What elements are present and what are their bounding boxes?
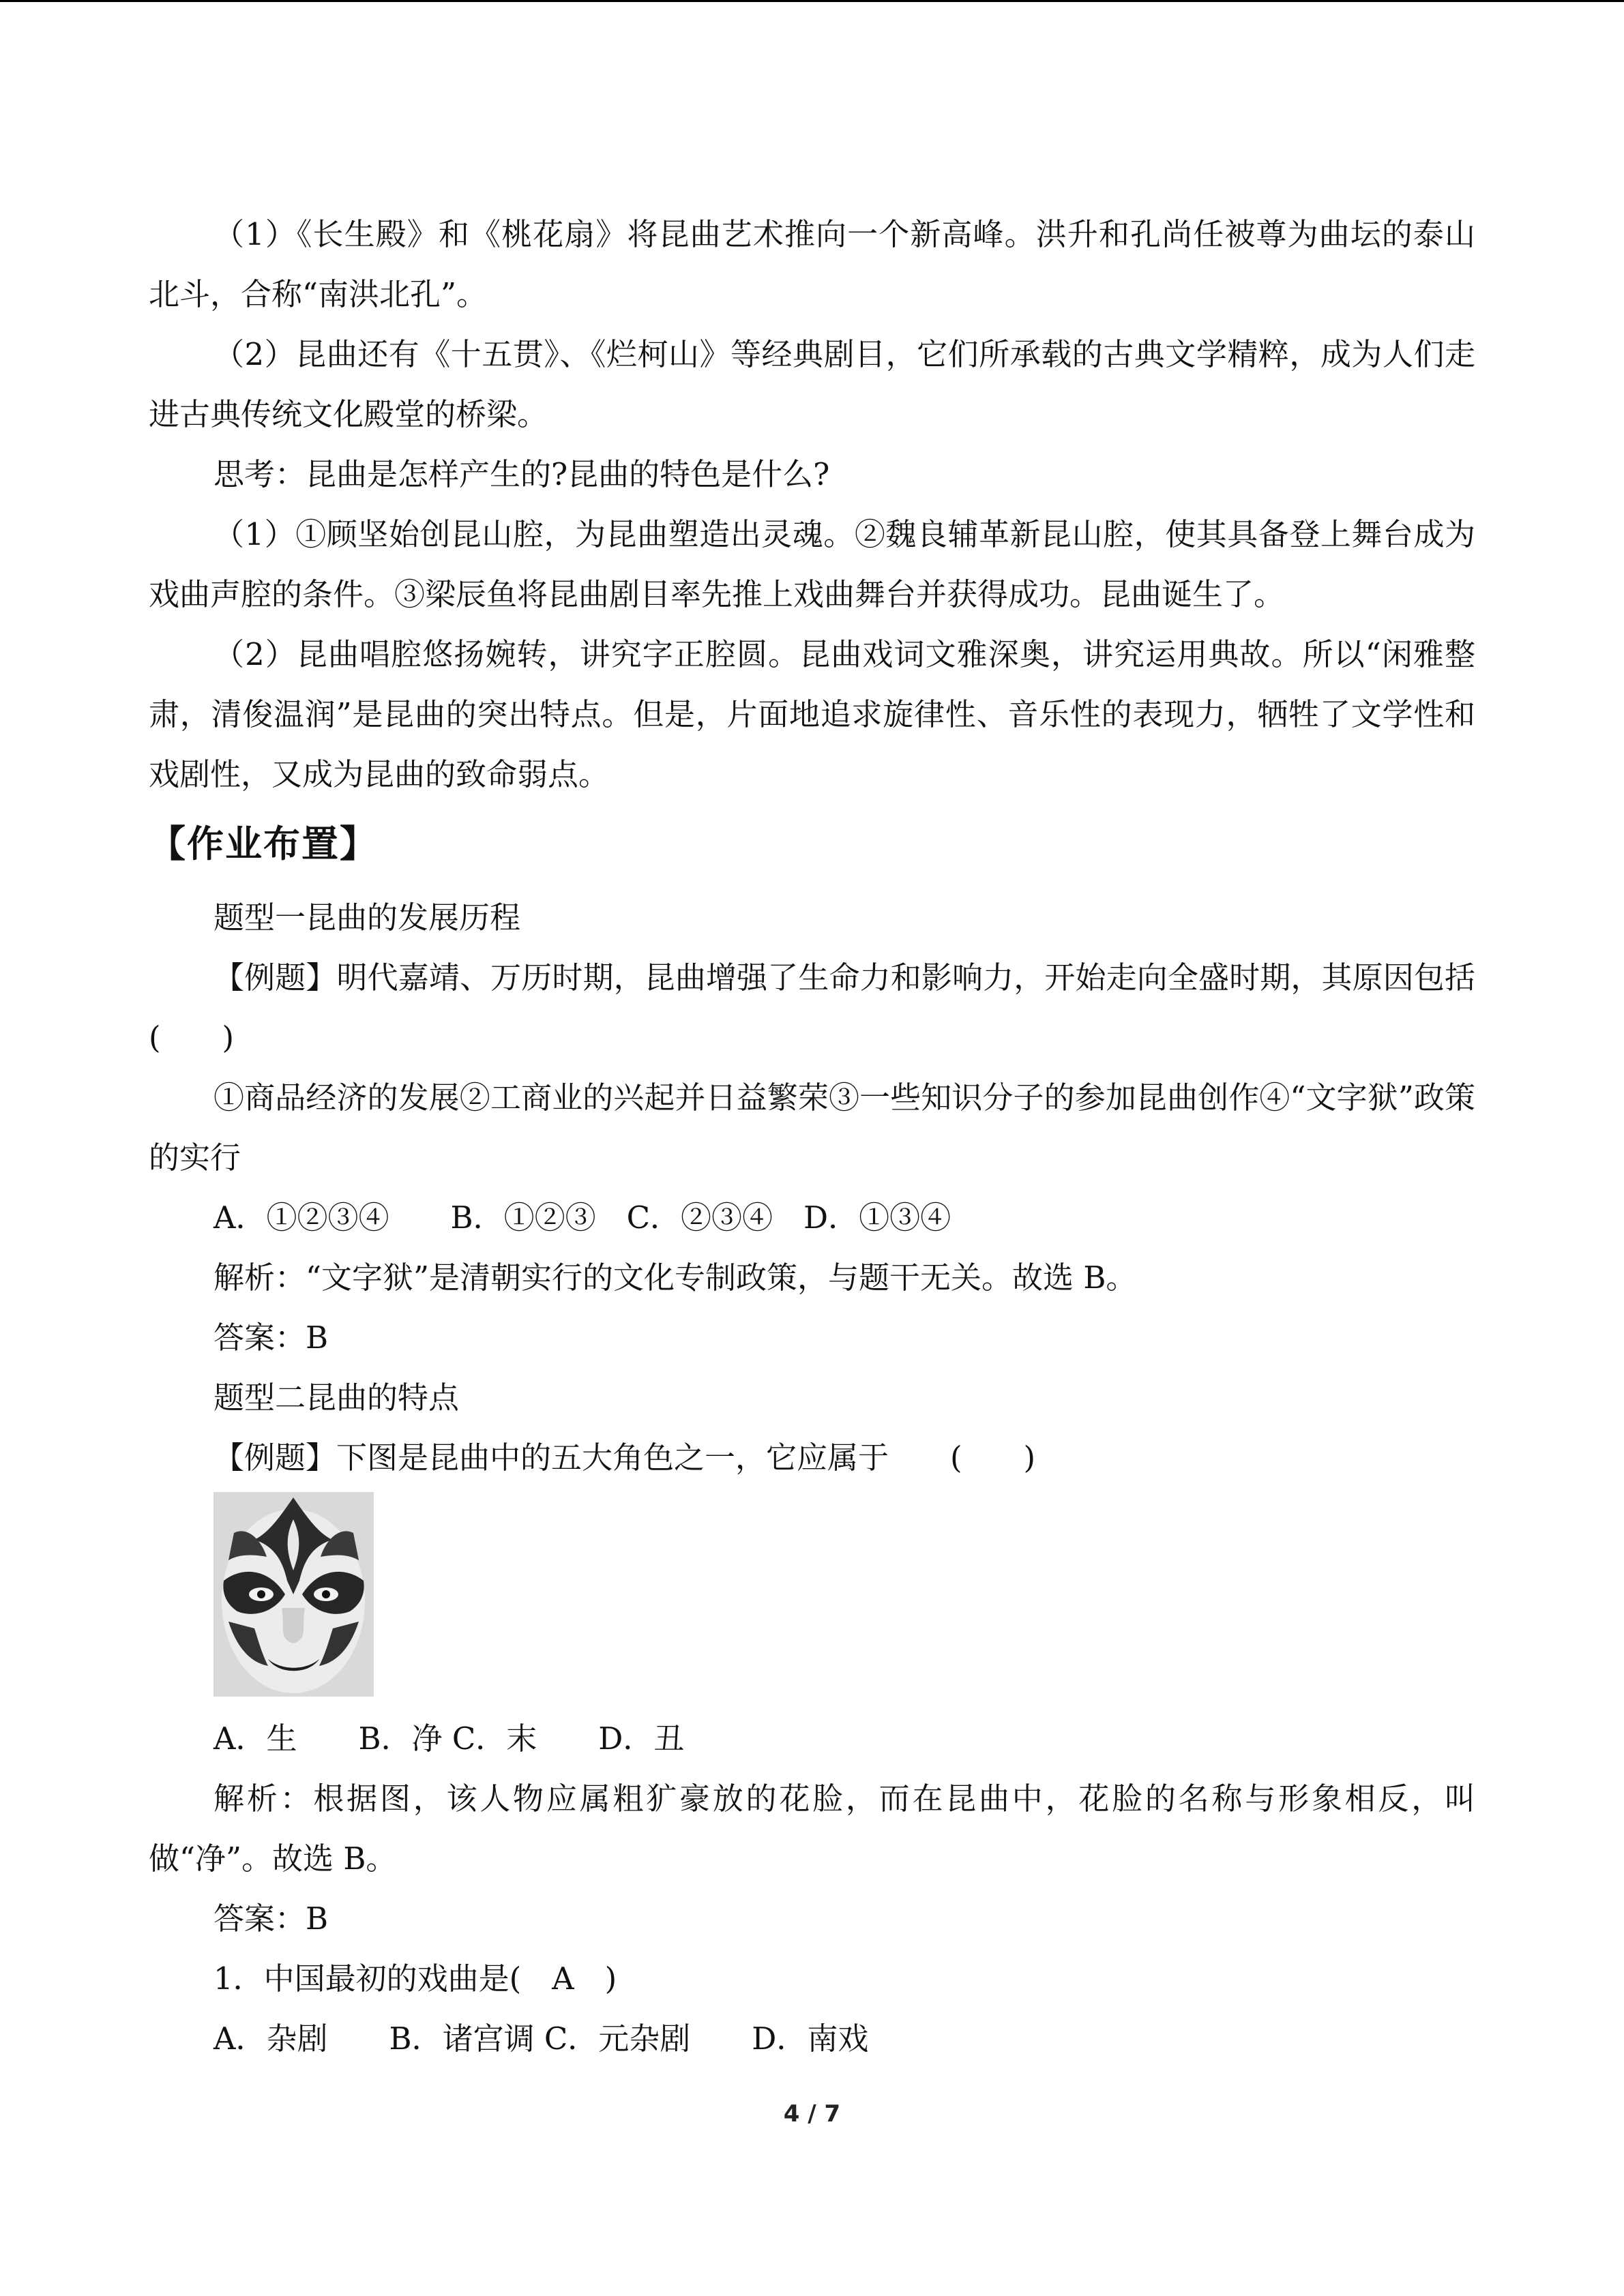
page-number: 4 / 7 bbox=[783, 2100, 841, 2128]
opera-mask-figure bbox=[149, 1492, 1475, 1703]
paragraph-changshengdian: （1）《长生殿》和《桃花扇》将昆曲艺术推向一个新高峰。洪升和孔尚任被尊为曲坛的泰山北斗，合称“南洪北孔”。 bbox=[149, 216, 1475, 312]
paragraph-thinking-question: 思考：昆曲是怎样产生的?昆曲的特色是什么? bbox=[213, 456, 830, 492]
top-border-line bbox=[0, 0, 1624, 2]
opera-face-mask-icon bbox=[213, 1492, 374, 1697]
type2-question: 【例题】下图是昆曲中的五大角色之一，它应属于 ( ) bbox=[213, 1440, 1036, 1476]
type1-items: ①商品经济的发展②工商业的兴起并日益繁荣③一些知识分子的参加昆曲创作④“文字狱”政策的实行 bbox=[149, 1079, 1475, 1176]
exercise1-options: A．杂剧 B．诸宫调 C．元杂剧 D．南戏 bbox=[213, 2021, 869, 2057]
type1-options: A．①②③④ B．①②③ C．②③④ D．①③④ bbox=[213, 1199, 951, 1236]
paragraph-classic-repertoire: （2）昆曲还有《十五贯》、《烂柯山》等经典剧目，它们所承载的古典文学精粹，成为人们走进古典传统文化殿堂的桥梁。 bbox=[149, 336, 1475, 432]
type2-answer: 答案：B bbox=[213, 1900, 329, 1937]
exercise1-question: 1．中国最初的戏曲是( A ) bbox=[213, 1960, 617, 1997]
type2-options: A．生 B．净 C．末 D．丑 bbox=[213, 1720, 685, 1757]
type1-answer: 答案：B bbox=[213, 1320, 329, 1356]
type2-title: 题型二昆曲的特点 bbox=[213, 1380, 460, 1416]
type1-title: 题型一昆曲的发展历程 bbox=[213, 899, 521, 936]
document-body bbox=[149, 205, 1537, 2069]
homework-heading: 【作业布置】 bbox=[149, 822, 378, 865]
type1-question: 【例题】明代嘉靖、万历时期，昆曲增强了生命力和影响力，开始走向全盛时期，其原因包括 ( ) bbox=[149, 959, 1537, 1056]
type1-analysis: 解析：“文字狱”是清朝实行的文化专制政策，与题干无关。故选 B。 bbox=[213, 1259, 1137, 1296]
paragraph-features-answer: （2）昆曲唱腔悠扬婉转，讲究字正腔圆。昆曲戏词文雅深奥，讲究运用典故。所以“闲雅整肃，清俊温润”是昆曲的突出特点。但是，片面地追求旋律性、音乐性的表现力，牺牲了文学性和戏剧性，又成为昆曲的致命弱点。 bbox=[149, 636, 1475, 792]
type2-analysis: 解析：根据图，该人物应属粗犷豪放的花脸，而在昆曲中，花脸的名称与形象相反，叫做“净”。故选 B。 bbox=[149, 1780, 1475, 1877]
paragraph-origin-answer: （1）①顾坚始创昆山腔，为昆曲塑造出灵魂。②魏良辅革新昆山腔，使其具备登上舞台成为戏曲声腔的条件。③梁辰鱼将昆曲剧目率先推上戏曲舞台并获得成功。昆曲诞生了。 bbox=[149, 516, 1475, 612]
